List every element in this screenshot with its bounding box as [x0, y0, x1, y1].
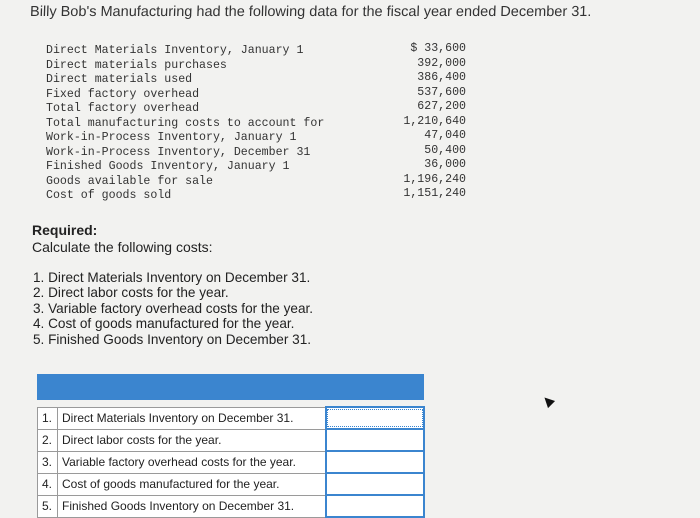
data-label: Work-in-Process Inventory, January 1 [46, 131, 297, 144]
required-heading: Required: [32, 222, 98, 238]
mouse-cursor-icon [541, 394, 555, 408]
row-label: Direct Materials Inventory on December 31. [58, 407, 326, 429]
answer-input-cogm[interactable] [327, 475, 423, 493]
row-number: 5. [38, 495, 58, 517]
data-value: 50,400 [424, 143, 466, 157]
row-number: 2. [38, 429, 58, 451]
data-label: Finished Goods Inventory, January 1 [46, 160, 290, 173]
answer-cell[interactable] [326, 407, 424, 429]
task-item: 4. Cost of goods manufactured for the year. [33, 316, 295, 332]
task-list [33, 270, 313, 347]
task-item: 1. Direct Materials Inventory on December 31. [33, 270, 311, 285]
table-row [38, 407, 424, 429]
answer-cell[interactable] [326, 451, 424, 473]
table-row [38, 451, 424, 473]
data-label: Cost of goods sold [46, 189, 172, 202]
table-row [38, 495, 424, 517]
data-label: Work-in-Process Inventory, December 31 [46, 145, 311, 159]
data-value: 47,040 [424, 129, 466, 142]
row-number: 1. [38, 407, 58, 429]
data-value: 1,196,240 [403, 172, 466, 186]
data-value: 627,200 [417, 100, 466, 113]
data-label: Goods available for sale [46, 174, 213, 188]
row-label: Cost of goods manufactured for the year. [58, 473, 326, 495]
data-label: Direct materials used [46, 73, 193, 86]
data-label: Fixed factory overhead [46, 87, 200, 101]
row-label: Variable factory overhead costs for the year. [58, 451, 326, 473]
answer-table-header [38, 375, 424, 400]
table-row [38, 429, 424, 451]
task-item: 5. Finished Goods Inventory on December 31. [33, 331, 312, 347]
data-labels-column [46, 44, 324, 204]
header-cell [326, 375, 424, 400]
task-item: 2. Direct labor costs for the year. [33, 285, 229, 301]
table-row [38, 473, 424, 495]
row-number: 3. [38, 451, 58, 473]
answer-cell[interactable] [326, 429, 424, 451]
row-label: Direct labor costs for the year. [58, 429, 326, 451]
data-label: Direct Materials Inventory, January 1 [46, 44, 304, 57]
answer-input-dm-inventory[interactable] [327, 409, 423, 427]
answer-input-variable-overhead[interactable] [327, 453, 423, 471]
answer-table [37, 374, 425, 518]
data-value: 392,000 [417, 56, 466, 70]
data-value: 537,600 [417, 85, 466, 99]
problem-intro: Billy Bob's Manufacturing had the following data for the fiscal year ended December 31. [29, 4, 592, 20]
instruction-text: Calculate the following costs: [32, 239, 213, 255]
data-values-column [370, 42, 466, 202]
task-item: 3. Variable factory overhead costs for the year. [33, 300, 314, 316]
data-label: Total factory overhead [46, 102, 200, 115]
row-label: Finished Goods Inventory on December 31. [58, 495, 326, 517]
data-label: Total manufacturing costs to account for [46, 116, 325, 130]
answer-cell[interactable] [326, 495, 424, 517]
header-cell [38, 375, 326, 400]
row-number: 4. [38, 473, 58, 495]
answer-input-direct-labor[interactable] [327, 431, 423, 449]
answer-cell[interactable] [326, 473, 424, 495]
data-value: 1,151,240 [403, 187, 466, 200]
data-value: 386,400 [417, 71, 466, 84]
data-value: 36,000 [424, 158, 466, 171]
data-value: 1,210,640 [403, 114, 466, 128]
data-label: Direct materials purchases [46, 58, 227, 72]
answer-input-fg-inventory[interactable] [327, 497, 423, 515]
data-value: $ 33,600 [410, 42, 466, 55]
